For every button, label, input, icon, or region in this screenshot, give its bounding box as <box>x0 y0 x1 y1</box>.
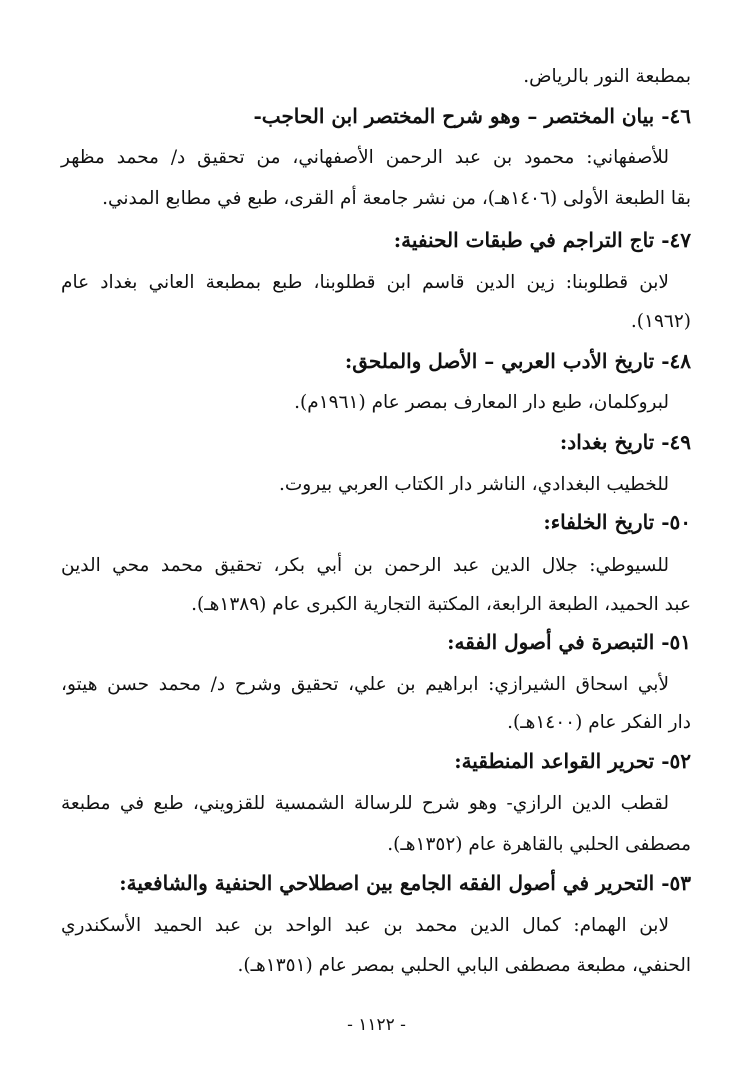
entry-text-line: مصطفى الحلبي بالقاهرة عام (١٣٥٢هـ). <box>387 834 691 855</box>
entry-heading-46: ٤٦- بيان المختصر – وهو شرح المختصر ابن الحاجب- <box>253 104 691 128</box>
entry-text-line: لابن قطلوبنا: زين الدين قاسم ابن قطلوبنا، طبع بمطبعة العاني بغداد عام <box>61 272 669 293</box>
entry-heading-49: ٤٩- تاريخ بغداد: <box>559 430 691 454</box>
entry-text-line: لابن الهمام: كمال الدين محمد بن عبد الواحد بن عبد الحميد الأسكندري <box>61 915 669 936</box>
entry-text-line: دار الفكر عام (١٤٠٠هـ). <box>507 712 691 733</box>
entry-heading-52: ٥٢- تحرير القواعد المنطقية: <box>454 749 691 773</box>
entry-text-line: لأبي اسحاق الشيرازي: ابراهيم بن علي، تحقيق وشرح د/ محمد حسن هيتو، <box>61 674 669 695</box>
entry-heading-47: ٤٧- تاج التراجم في طبقات الحنفية: <box>393 228 691 252</box>
page-number: - ١١٢٢ - <box>347 1015 406 1035</box>
entry-text-line: لقطب الدين الرازي- وهو شرح للرسالة الشمسية للقزويني، طبع في مطبعة <box>61 793 670 814</box>
entry-heading-50: ٥٠- تاريخ الخلفاء: <box>543 510 691 534</box>
entry-text-line: للأصفهاني: محمود بن عبد الرحمن الأصفهاني، من تحقيق د/ محمد مظهر <box>61 147 669 168</box>
entry-text-line: للخطيب البغدادي، الناشر دار الكتاب العربي بيروت. <box>278 474 669 495</box>
entry-heading-51: ٥١- التبصرة في أصول الفقه: <box>447 630 691 654</box>
entry-text-line: (١٩٦٢). <box>630 311 691 332</box>
entry-text-line: لبروكلمان، طبع دار المعارف بمصر عام (١٩٦١م). <box>294 392 669 413</box>
entry-heading-53: ٥٣- التحرير في أصول الفقه الجامع بين اصطلاحي الحنفية والشافعية: <box>119 871 691 895</box>
entry-heading-48: ٤٨- تاريخ الأدب العربي – الأصل والملحق: <box>344 349 691 373</box>
entry-text-line: بقا الطبعة الأولى (١٤٠٦هـ)، من نشر جامعة أم القرى، طبع في مطابع المدني. <box>102 188 691 209</box>
entry-text-line: عبد الحميد، الطبعة الرابعة، المكتبة التجارية الكبرى عام (١٣٨٩هـ). <box>191 594 691 615</box>
entry-text-line: للسيوطي: جلال الدين عبد الرحمن بن أبي بكر، تحقيق محمد محي الدين <box>61 555 669 576</box>
entry-text-line: الحنفي، مطبعة مصطفى البابي الحلبي بمصر عام (١٣٥١هـ). <box>237 955 691 976</box>
text-line: بمطبعة النور بالرياض. <box>523 66 691 87</box>
